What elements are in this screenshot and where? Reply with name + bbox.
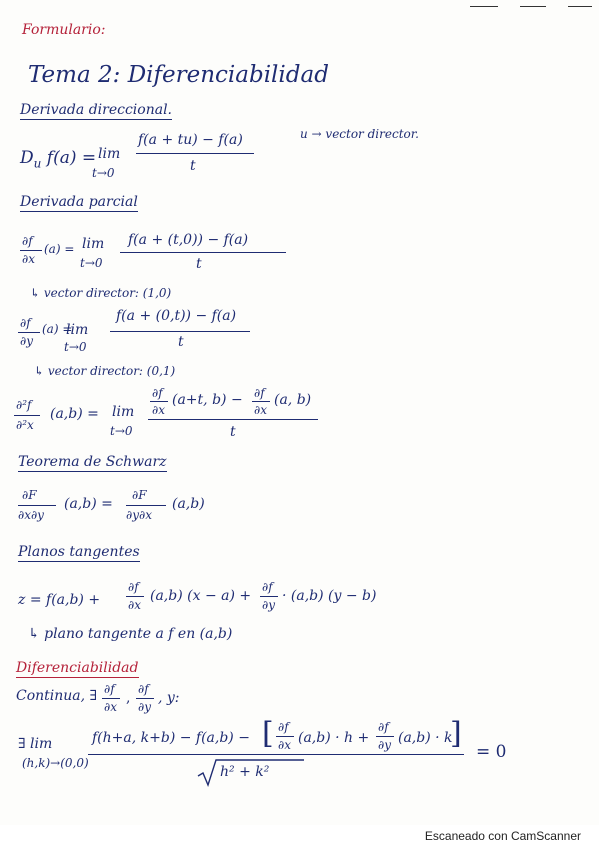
- tangent-fy-bar: [260, 596, 278, 597]
- schwarz-lhs-bar: [18, 505, 56, 506]
- diff-fraction-bar: [88, 754, 464, 755]
- page-top-rule: [568, 6, 592, 7]
- second-num-b-den: ∂x: [254, 403, 267, 417]
- schwarz-rhs-bar: [126, 505, 166, 506]
- directional-denominator: t: [190, 158, 196, 174]
- tangent-fx-den: ∂x: [128, 598, 141, 612]
- diff-exists-lim: ∃ lim: [18, 736, 53, 752]
- diff-inner-fy-arg: (a,b) · k: [398, 730, 453, 746]
- page-top-rule: [520, 6, 546, 7]
- second-num-b: ∂f: [254, 386, 265, 400]
- diff-bracket-close: ]: [450, 716, 462, 751]
- tangent-fx-arg: (a,b) (x − a) +: [150, 588, 252, 604]
- diff-inner-fy-bar: [376, 736, 394, 737]
- diff-lim-sub: (h,k)→(0,0): [22, 756, 89, 770]
- partial-y-numerator: f(a + (0,t)) − f(a): [116, 308, 237, 324]
- page-title: Tema 2: Diferenciabilidad: [28, 62, 329, 88]
- heading-schwarz: Teorema de Schwarz: [18, 454, 167, 470]
- tangent-fy-den: ∂y: [262, 598, 275, 612]
- partial-y-lhs-num: ∂f: [20, 316, 31, 330]
- second-bar: [148, 419, 318, 420]
- diff-inner-fy-den: ∂y: [378, 738, 391, 752]
- schwarz-rhs-arg: (a,b): [172, 496, 205, 512]
- diff-sqrt-content: h² + k²: [220, 764, 270, 780]
- second-num-a-arg: (a+t, b) −: [172, 392, 243, 408]
- diff-cond-fy-den: ∂y: [138, 700, 151, 714]
- heading-differentiability: Diferenciabilidad: [16, 660, 139, 676]
- second-lhs-bar: [14, 415, 40, 416]
- tangent-fx-num: ∂f: [128, 580, 139, 594]
- tangent-fy-num: ∂f: [262, 580, 273, 594]
- partial-x-bar: [120, 252, 286, 253]
- partial-x-lhs-den: ∂x: [22, 252, 35, 266]
- schwarz-lhs-num: ∂F: [22, 488, 37, 502]
- partial-x-lhs-bar: [20, 250, 42, 251]
- second-lhs-arg: (a,b) =: [50, 406, 99, 422]
- page-top-rule: [470, 6, 498, 7]
- diff-cond-comma: ,: [126, 690, 131, 706]
- directional-lim: lim: [98, 146, 121, 162]
- tangent-eq-start: z = f(a,b) +: [18, 592, 101, 608]
- second-num-b-bar: [252, 401, 270, 402]
- second-lim: lim: [112, 404, 135, 420]
- directional-lim-sub: t→0: [92, 166, 115, 180]
- tangent-fy-arg: · (a,b) (y − b): [282, 588, 377, 604]
- heading-partial: Derivada parcial: [20, 194, 138, 210]
- partial-y-note: ↳ vector director: (0,1): [34, 364, 176, 378]
- scanner-watermark: Escaneado con CamScanner: [424, 829, 581, 843]
- diff-inner-fy-num: ∂f: [378, 720, 389, 734]
- diff-condition-text: Continua, ∃: [16, 688, 98, 704]
- schwarz-lhs-arg: (a,b) =: [64, 496, 113, 512]
- diff-inner-fx-num: ∂f: [278, 720, 289, 734]
- partial-x-lim: lim: [82, 236, 105, 252]
- second-lhs-num: ∂²f: [16, 398, 32, 412]
- diff-cond-fx-bar: [102, 698, 120, 699]
- schwarz-lhs-den: ∂x∂y: [18, 508, 44, 522]
- partial-x-note: ↳ vector director: (1,0): [30, 286, 172, 300]
- second-lhs-den: ∂²x: [16, 418, 34, 432]
- partial-x-numerator: f(a + (t,0)) − f(a): [128, 232, 249, 248]
- tangent-fx-bar: [126, 596, 144, 597]
- partial-y-bar: [110, 331, 250, 332]
- partial-y-denominator: t: [178, 334, 184, 350]
- partial-y-lim: lim: [66, 322, 89, 338]
- second-num-a: ∂f: [152, 386, 163, 400]
- heading-tangent: Planos tangentes: [18, 544, 140, 560]
- schwarz-rhs-num: ∂F: [132, 488, 147, 502]
- second-num-b-arg: (a, b): [274, 392, 312, 408]
- partial-x-denominator: t: [196, 256, 202, 272]
- diff-inner-fx-den: ∂x: [278, 738, 291, 752]
- second-num-a-den: ∂x: [152, 403, 165, 417]
- diff-inner-fx-bar: [276, 736, 294, 737]
- directional-fraction-bar: [136, 153, 254, 154]
- diff-cond-fx-den: ∂x: [104, 700, 117, 714]
- partial-x-lim-sub: t→0: [80, 256, 103, 270]
- schwarz-rhs-den: ∂y∂x: [126, 508, 152, 522]
- diff-cond-fy-bar: [136, 698, 154, 699]
- directional-lhs: $D_u$ f(a) =: [20, 148, 97, 171]
- directional-numerator: f(a + tu) − f(a): [138, 132, 243, 148]
- tangent-note: ↳ plano tangente a f en (a,b): [28, 626, 233, 642]
- heading-directional: Derivada direccional.: [20, 102, 172, 118]
- diff-inner-fx-arg: (a,b) · h +: [298, 730, 370, 746]
- partial-x-lhs-arg: (a) =: [44, 242, 75, 256]
- partial-y-lhs-bar: [18, 332, 40, 333]
- header-label: Formulario:: [22, 22, 106, 38]
- diff-bracket-open: [: [262, 716, 274, 751]
- partial-y-lim-sub: t→0: [64, 340, 87, 354]
- diff-numerator-start: f(h+a, k+b) − f(a,b) −: [92, 730, 250, 746]
- diff-cond-fx-num: ∂f: [104, 682, 115, 696]
- scanner-footer: [0, 825, 599, 848]
- second-denominator: t: [230, 424, 236, 440]
- second-num-a-bar: [150, 401, 168, 402]
- diff-equals-zero: = 0: [476, 742, 507, 762]
- partial-y-lhs-arg: (a) =: [42, 322, 73, 336]
- directional-note: u → vector director.: [300, 127, 419, 141]
- second-lim-sub: t→0: [110, 424, 133, 438]
- diff-cond-end: , y:: [158, 690, 180, 706]
- diff-cond-fy-num: ∂f: [138, 682, 149, 696]
- partial-y-lhs-den: ∂y: [20, 334, 33, 348]
- partial-x-lhs-num: ∂f: [22, 234, 33, 248]
